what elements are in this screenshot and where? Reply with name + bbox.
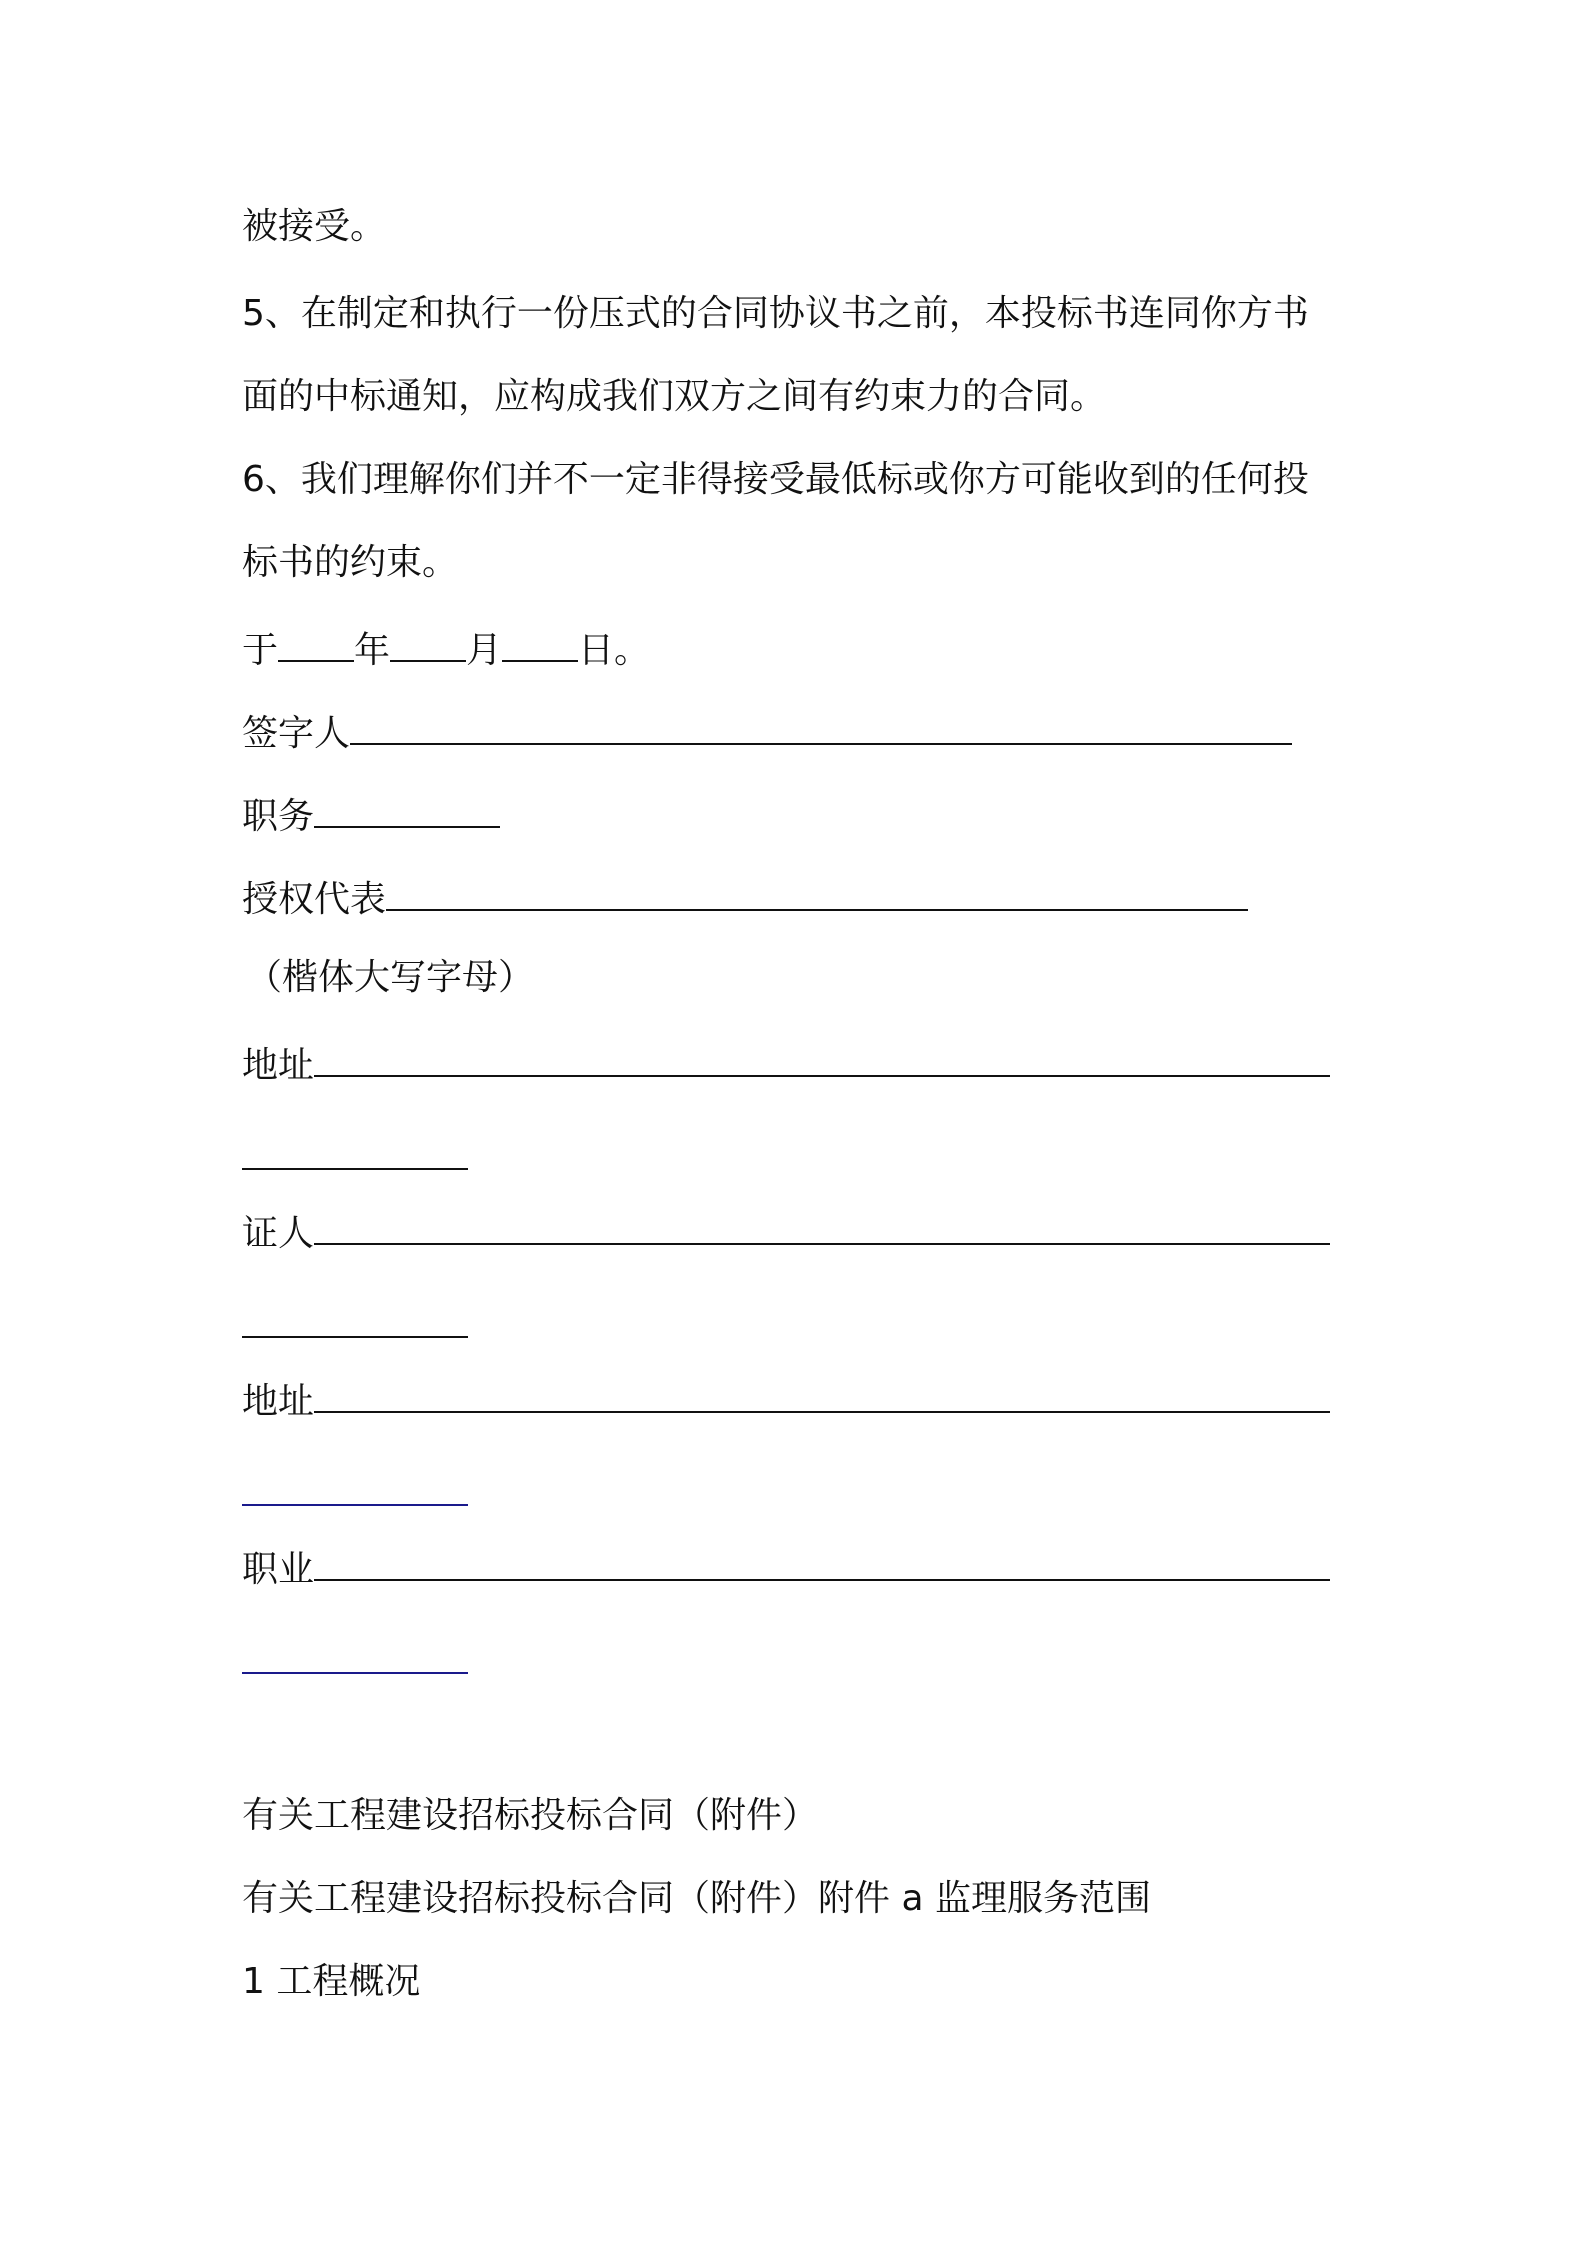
address-blank-1[interactable] xyxy=(314,1037,1330,1077)
signer-blank[interactable] xyxy=(350,705,1292,745)
day-blank[interactable] xyxy=(502,622,578,662)
paragraph-line-1 xyxy=(242,203,386,251)
block-caps-text: （楷体大写字母） xyxy=(246,957,535,998)
date-line xyxy=(242,622,650,670)
position-blank[interactable] xyxy=(314,788,500,828)
paragraph-text: 标书的约束。 xyxy=(242,542,459,583)
paragraph-text: 面的中标通知，应构成我们双方之间有约束力的合同。 xyxy=(242,376,1107,417)
address-field-1 xyxy=(242,1037,1330,1085)
day-label: 日。 xyxy=(578,630,651,671)
appendix-title-text: 有关工程建设招标投标合同（附件） xyxy=(242,1795,819,1836)
section-heading-text: 1 工程概况 xyxy=(242,1961,421,2002)
address-continuation-rule-2[interactable] xyxy=(242,1504,468,1506)
occupation-continuation-rule[interactable] xyxy=(242,1672,468,1674)
paragraph-line-3 xyxy=(242,373,1106,421)
address-blank-2[interactable] xyxy=(314,1373,1330,1413)
address-continuation-rule-1[interactable] xyxy=(242,1168,468,1170)
paragraph-line-2 xyxy=(242,290,1309,338)
paragraph-text: 被接受。 xyxy=(242,206,387,247)
appendix-subtitle-text: 有关工程建设招标投标合同（附件）附件 a 监理服务范围 xyxy=(242,1878,1151,1919)
year-blank[interactable] xyxy=(278,622,354,662)
year-label: 年 xyxy=(354,630,391,671)
witness-field xyxy=(242,1205,1330,1253)
occupation-blank[interactable] xyxy=(314,1541,1330,1581)
address-label-2: 地址 xyxy=(242,1381,315,1422)
witness-label: 证人 xyxy=(242,1213,315,1254)
paragraph-line-4 xyxy=(242,456,1309,504)
paragraph-text: 5、在制定和执行一份压式的合同协议书之前，本投标书连同你方书 xyxy=(242,293,1309,334)
authorized-rep-field xyxy=(242,871,1248,919)
witness-continuation-rule[interactable] xyxy=(242,1336,468,1338)
appendix-title xyxy=(242,1792,818,1840)
paragraph-text: 6、我们理解你们并不一定非得接受最低标或你方可能收到的任何投 xyxy=(242,459,1309,500)
position-label: 职务 xyxy=(242,796,315,837)
signer-label: 签字人 xyxy=(242,713,351,754)
appendix-subtitle xyxy=(242,1875,1151,1923)
paragraph-line-5 xyxy=(242,539,458,587)
section-heading xyxy=(242,1958,420,2006)
address-field-2 xyxy=(242,1373,1330,1421)
witness-blank[interactable] xyxy=(314,1205,1330,1245)
block-caps-note xyxy=(246,954,534,1002)
authorized-rep-label: 授权代表 xyxy=(242,879,387,920)
signer-field xyxy=(242,705,1292,753)
authorized-rep-blank[interactable] xyxy=(386,871,1248,911)
month-blank[interactable] xyxy=(390,622,466,662)
date-prefix: 于 xyxy=(242,630,279,671)
occupation-field xyxy=(242,1541,1330,1589)
month-label: 月 xyxy=(466,630,503,671)
position-field xyxy=(242,788,500,836)
address-label-1: 地址 xyxy=(242,1045,315,1086)
occupation-label: 职业 xyxy=(242,1549,315,1590)
